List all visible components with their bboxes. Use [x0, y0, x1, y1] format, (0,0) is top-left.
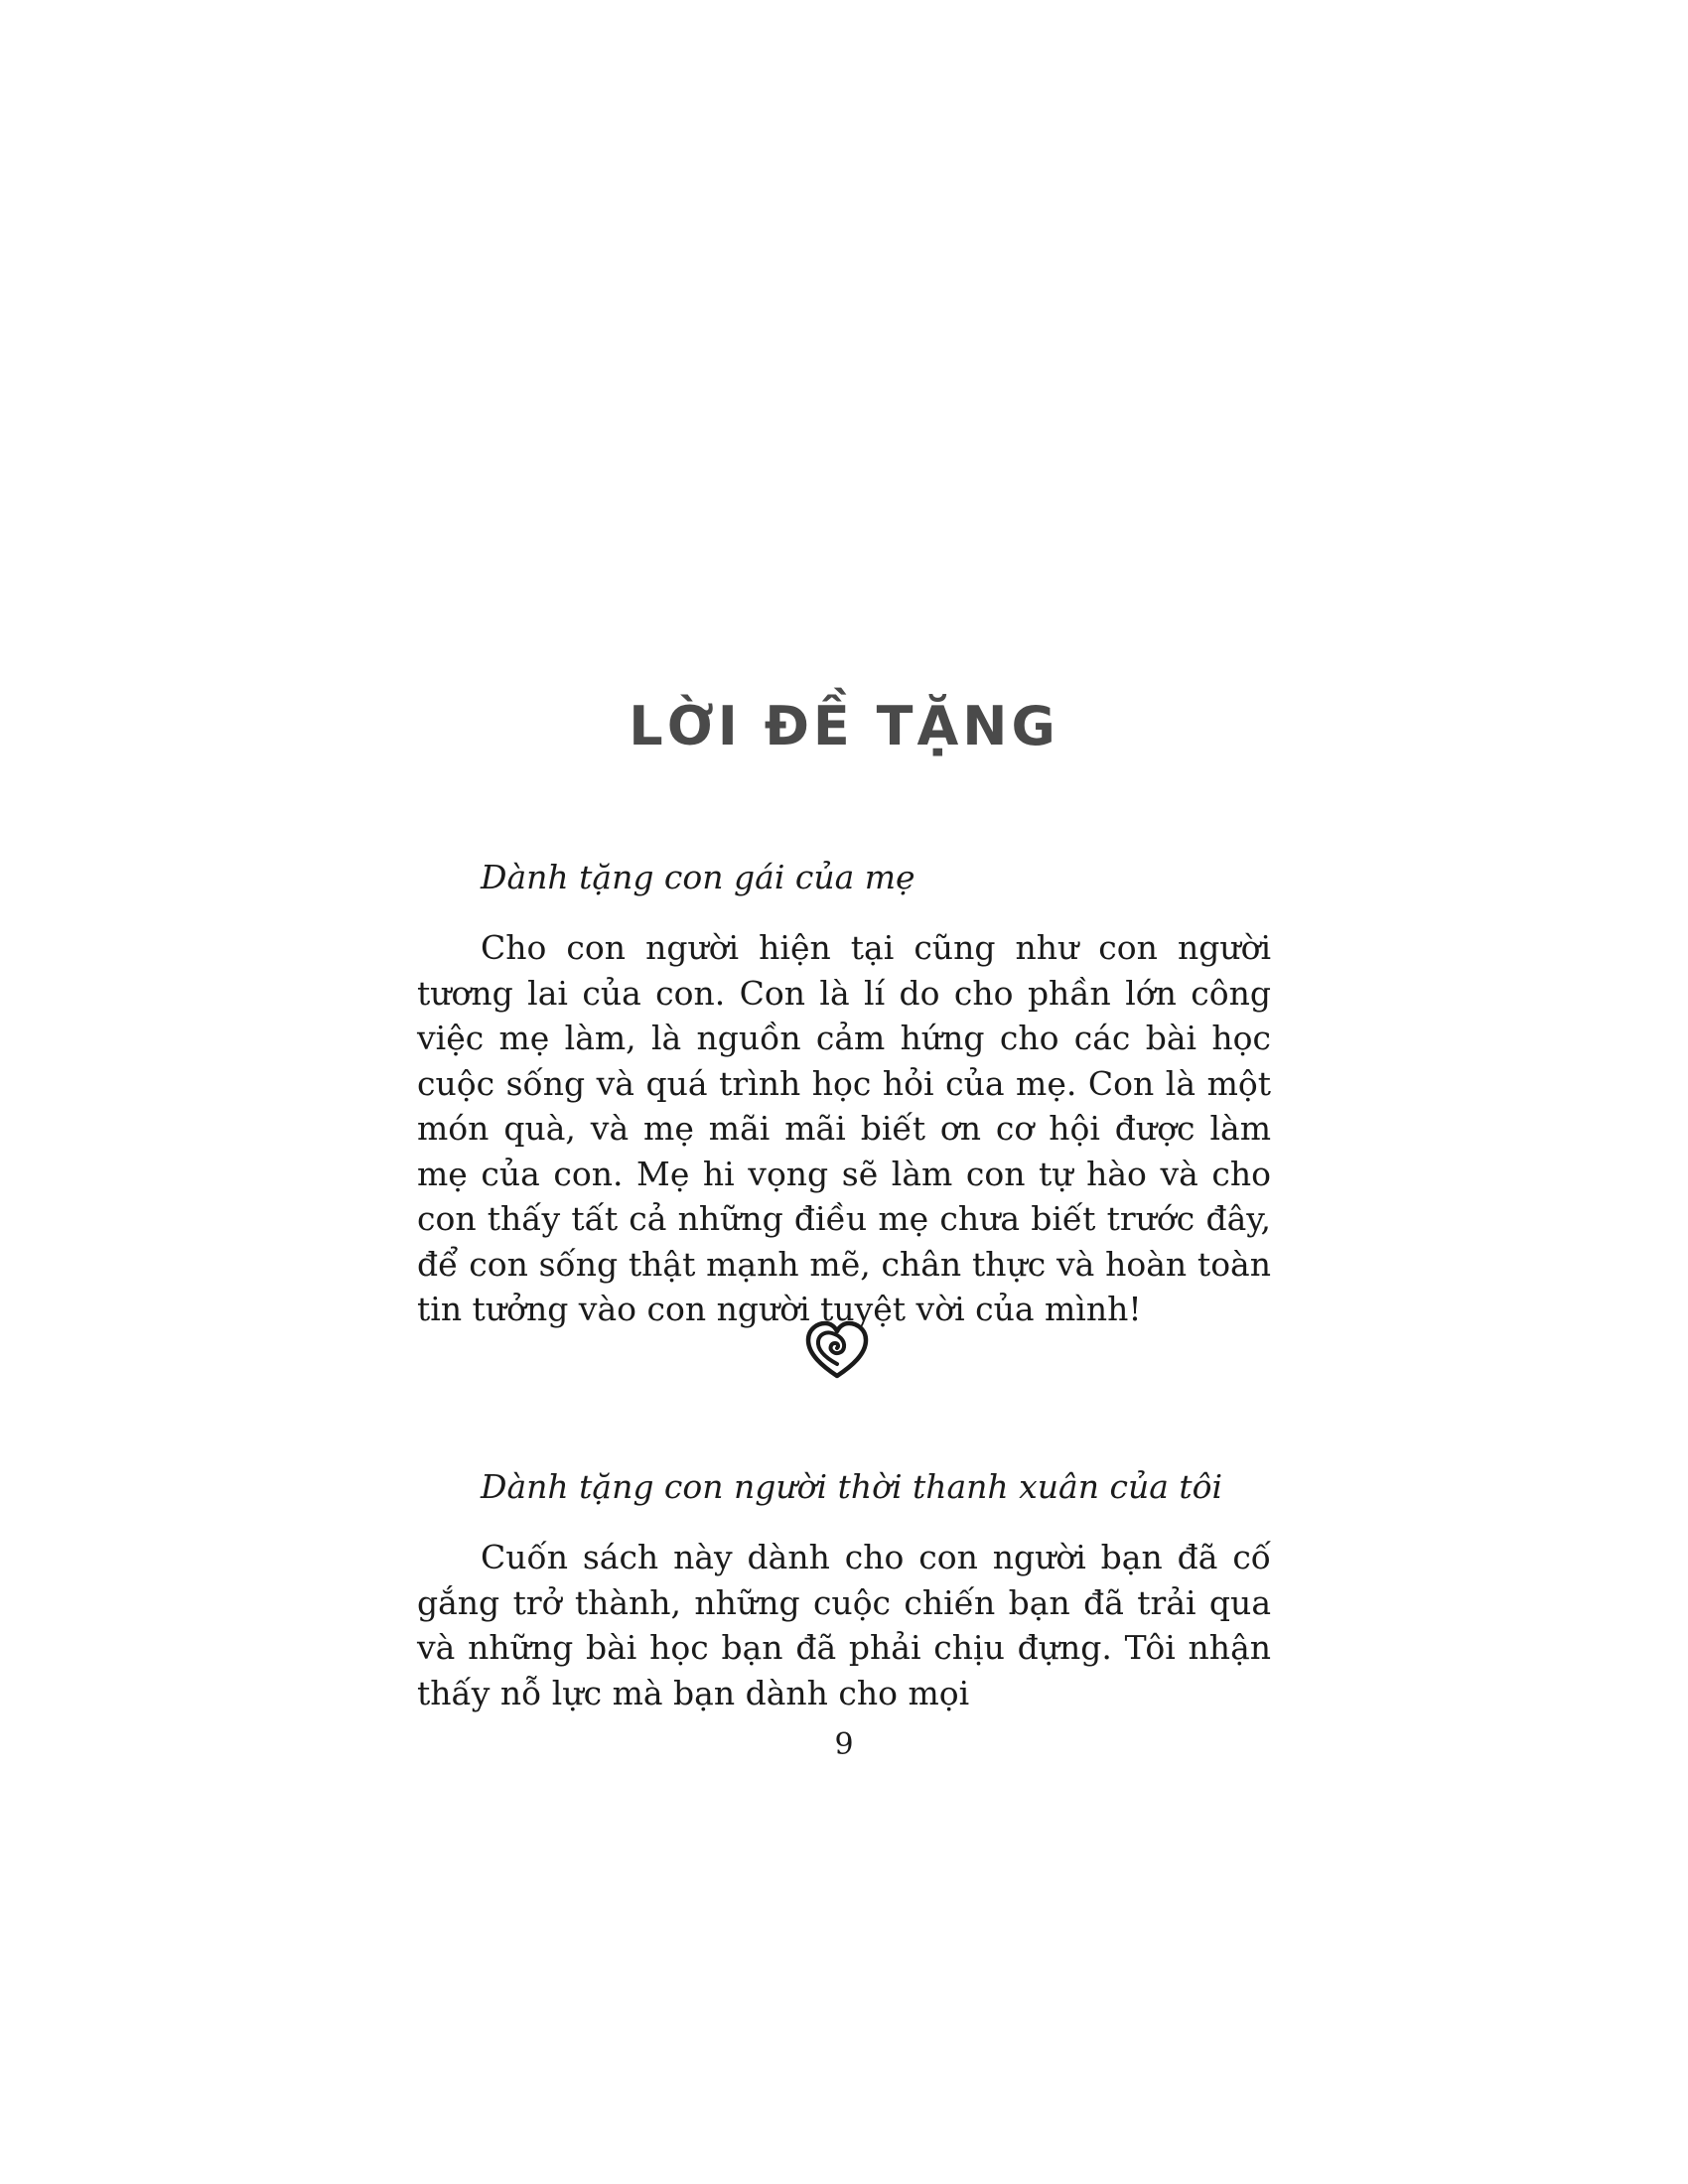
spiral-heart-icon — [804, 1320, 870, 1380]
dedication-section-daughter — [417, 856, 1271, 1332]
dedication-paragraph: Cuốn sách này dành cho con người bạn đã cố gắng trở thành, những cuộc chiến bạn đã trải qua và những bài học bạn đã phải chịu đựng. Tôi nhận thấy nỗ lực mà bạn dành cho mọi — [417, 1538, 1271, 1712]
dedication-section-youth — [417, 1465, 1271, 1715]
page-title: LỜI ĐỀ TẶNG — [629, 695, 1059, 757]
dedication-paragraph: Cho con người hiện tại cũng như con người tương lai của con. Con là lí do cho phần lớn công việc mẹ làm, là nguồn cảm hứng cho các bài học cuộc sống và quá trình học hỏi của mẹ. Con là một món quà, và mẹ mãi mãi biết ơn cơ hội được làm mẹ của con. Mẹ hi vọng sẽ làm con tự hào và cho con thấy tất cả những điều mẹ chưa biết trước đây, để con sống thật mạnh mẽ, chân thực và hoàn toàn tin tưởng vào con người tuyệt vời của mình! — [417, 928, 1271, 1328]
page-number: 9 — [834, 1727, 854, 1762]
dedication-heading: Dành tặng con gái của mẹ — [481, 858, 915, 896]
dedication-heading: Dành tặng con người thời thanh xuân của tôi — [481, 1467, 1223, 1506]
